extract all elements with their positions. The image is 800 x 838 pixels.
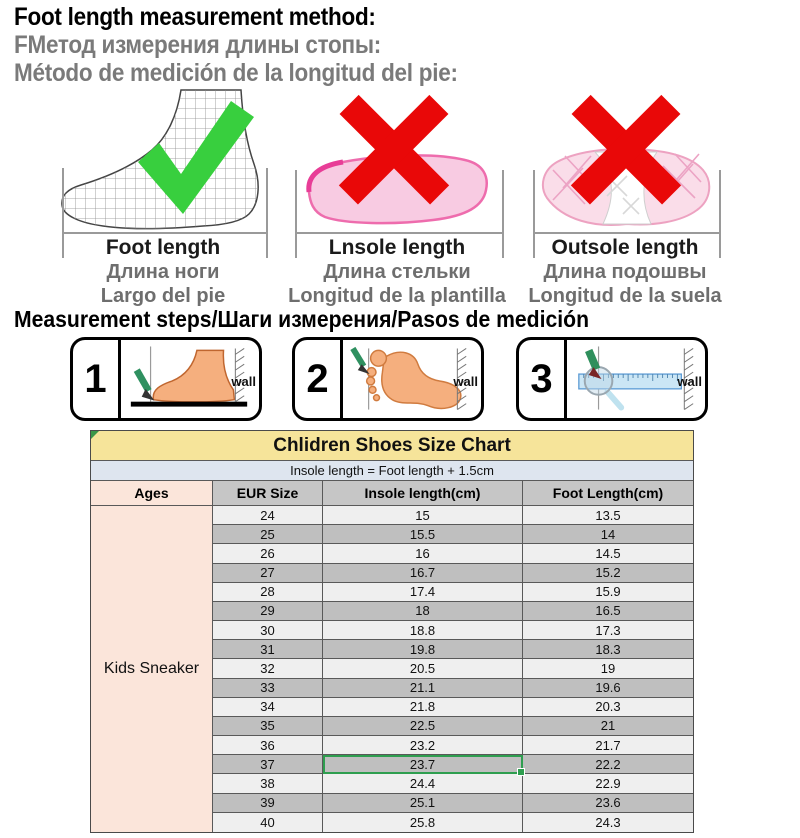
size-row-31: [213, 640, 693, 659]
side-foot: [153, 350, 234, 402]
heading-en: Foot length measurement method:: [14, 3, 376, 31]
cell-eur-34: 34: [213, 698, 323, 717]
cell-insole-31: 19.8: [323, 640, 523, 659]
cell-foot-31: 18.3: [523, 640, 693, 659]
step-3-box: [516, 337, 708, 421]
cell-insole-27: 16.7: [323, 564, 523, 583]
pencil-icon: [137, 370, 155, 401]
cell-foot-30: 17.3: [523, 621, 693, 640]
size-row-34: [213, 698, 693, 717]
cell-foot-29: 16.5: [523, 602, 693, 621]
cell-insole-32: 20.5: [323, 659, 523, 678]
cell-eur-26: 26: [213, 544, 323, 563]
cell-eur-31: 31: [213, 640, 323, 659]
cell-insole-35: 22.5: [323, 717, 523, 736]
cell-foot-38: 22.9: [523, 774, 693, 793]
cell-foot-34: 20.3: [523, 698, 693, 717]
method-label-es: Largo del pie: [100, 285, 226, 307]
method-label-es: Longitud de la plantilla: [288, 285, 506, 307]
cell-insole-39: 25.1: [323, 794, 523, 813]
cell-foot-32: 19: [523, 659, 693, 678]
footprint: [367, 350, 461, 408]
cell-insole-28: 17.4: [323, 583, 523, 602]
size-row-24: [213, 506, 693, 525]
cell-foot-40: 24.3: [595, 814, 621, 830]
cell-flag-icon: [91, 431, 99, 439]
cell-insole-40: 25.8: [323, 813, 523, 832]
cell-insole-34: 21.8: [323, 698, 523, 717]
cell-eur-25: 25: [213, 525, 323, 544]
cell-insole-36: 23.2: [323, 736, 523, 755]
size-row-38: [213, 774, 693, 793]
size-row-28: [213, 583, 693, 602]
cell-eur-38: 38: [213, 774, 323, 793]
cell-eur-27: 27: [213, 564, 323, 583]
size-row-30: [213, 621, 693, 640]
size-row-27: [213, 564, 693, 583]
heading-es: Método de medición de la longitud del pie:: [14, 59, 458, 87]
ages-merged-cell: Kids Sneaker: [91, 506, 213, 832]
cell-foot-39: 23.6: [523, 794, 693, 813]
cell-insole-30: 18.8: [323, 621, 523, 640]
cell-eur-40: 40: [213, 813, 323, 832]
cell-insole-25: 15.5: [323, 525, 523, 544]
cell-insole-38: 24.4: [323, 774, 523, 793]
cell-eur-35: 35: [213, 717, 323, 736]
method-label-ru: Длина ноги: [106, 261, 220, 283]
cell-foot-36: 21.7: [523, 736, 693, 755]
size-row-33: [213, 679, 693, 698]
method-label-es: Longitud de la suela: [528, 285, 722, 307]
size-row-39: [213, 794, 693, 813]
cell-eur-30: 30: [213, 621, 323, 640]
method-label-en: Lnsole length: [328, 236, 466, 259]
size-row-40: [213, 813, 693, 832]
cell-insole-26: 16: [323, 544, 523, 563]
step-number: 1: [73, 340, 121, 418]
cell-foot-35: 21: [523, 717, 693, 736]
cell-insole-24: 15: [323, 506, 523, 525]
cell-eur-39: 39: [213, 794, 323, 813]
cell-foot-24: 13.5: [523, 506, 693, 525]
cell-insole-33: 21.1: [323, 679, 523, 698]
cell-foot-33: 19.6: [523, 679, 693, 698]
cell-foot-27: 15.2: [523, 564, 693, 583]
size-chart-formula: Insole length = Foot length + 1.5cm: [91, 461, 693, 481]
column-header-insole-length: Insole length(cm): [323, 481, 523, 506]
steps-heading: Measurement steps/Шаги измерения/Pasos de medición: [14, 306, 589, 332]
size-chart-rows: [213, 506, 693, 832]
size-row-25: [213, 525, 693, 544]
insole-length-labels: [287, 235, 507, 308]
size-row-36: [213, 736, 693, 755]
cell-eur-32: 32: [213, 659, 323, 678]
cell-eur-29: 29: [213, 602, 323, 621]
heading-ru: FМетод измерения длины стопы:: [14, 31, 382, 59]
cell-insole-29: 18: [323, 602, 523, 621]
method-label-en: Outsole length: [551, 236, 699, 259]
column-header-eur-size: EUR Size: [213, 481, 323, 506]
cell-eur-36: 36: [213, 736, 323, 755]
column-header-ages: Ages: [91, 481, 213, 506]
wall-label: wall: [453, 374, 478, 389]
cell-foot-26: 14.5: [523, 544, 693, 563]
wall-label: wall: [677, 374, 702, 389]
method-label-en: Foot length: [105, 236, 221, 259]
cell-foot-25: 14: [523, 525, 693, 544]
size-chart-title: Chlidren Shoes Size Chart: [273, 434, 511, 456]
size-row-26: [213, 544, 693, 563]
cell-eur-37: 37: [213, 755, 323, 774]
ground-line: [131, 402, 247, 407]
cell-insole-37: 23.7: [323, 755, 523, 774]
outsole-length-labels: [515, 235, 735, 308]
cell-foot-37: 22.2: [523, 755, 693, 774]
method-label-ru: Длина стельки: [323, 261, 471, 283]
size-row-29: [213, 602, 693, 621]
step-2-box: [292, 337, 484, 421]
wall-label: wall: [231, 374, 256, 389]
cell-foot-28: 15.9: [523, 583, 693, 602]
step-number: 3: [519, 340, 567, 418]
step-1-box: [70, 337, 262, 421]
method-label-ru: Длина подошвы: [543, 261, 707, 283]
size-row-35: [213, 717, 693, 736]
cell-eur-28: 28: [213, 583, 323, 602]
foot-length-labels: [55, 235, 271, 308]
size-row-32: [213, 659, 693, 678]
step-number: 2: [295, 340, 343, 418]
cell-eur-33: 33: [213, 679, 323, 698]
cell-eur-24: 24: [213, 506, 323, 525]
column-header-foot-length: Foot Length(cm): [523, 481, 693, 506]
size-chart-title-row: [91, 431, 693, 461]
size-chart-table: [90, 430, 694, 833]
size-row-37: [213, 755, 693, 774]
size-chart-header-row: [91, 481, 693, 506]
